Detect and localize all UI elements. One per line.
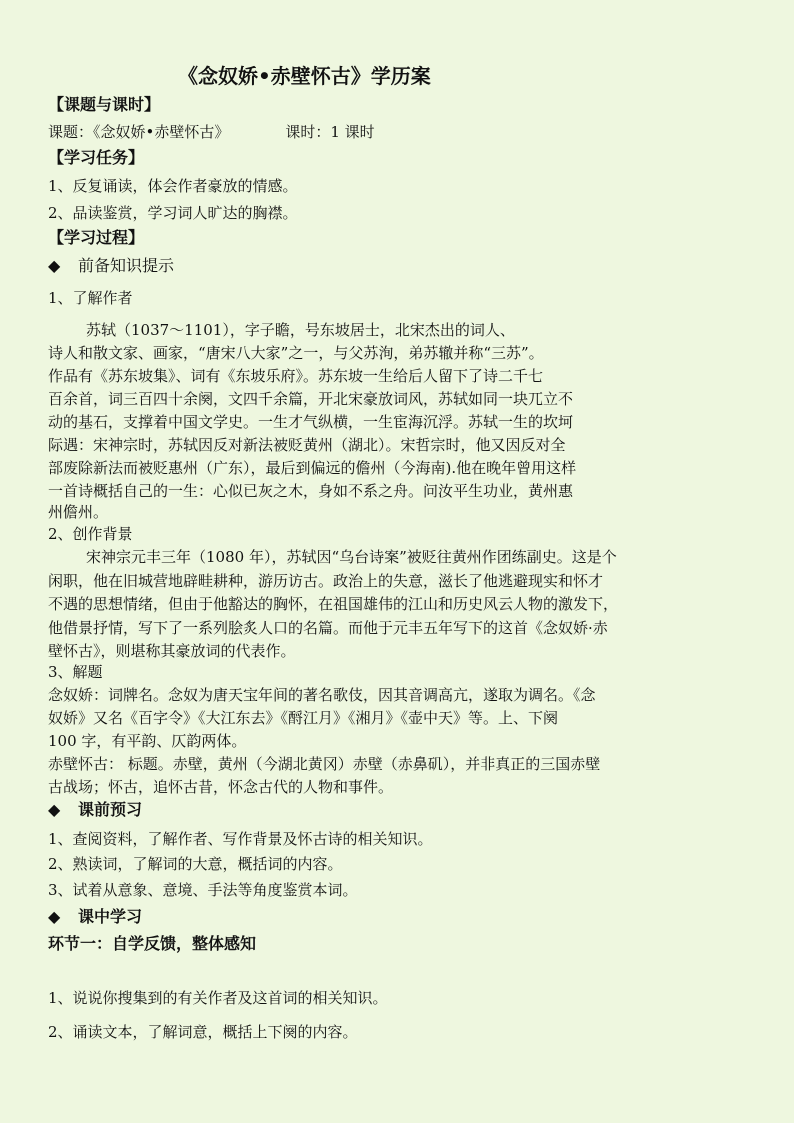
stage1-item: 1、说说你搜集到的有关作者及这首词的相关知识。 <box>48 989 388 1007</box>
task-item: 1、反复诵读，体会作者豪放的情感。 <box>48 177 298 195</box>
explain-line: 念奴娇：词牌名。念奴为唐天宝年间的著名歌伎，因其音调高亢，遂取为调名。《念 <box>48 686 596 704</box>
diamond-bullet-icon: ◆ <box>48 907 61 926</box>
author-line: 诗人和散文家、画家，“唐宋八大家”之一，与父苏洵，弟苏辙并称“三苏”。 <box>48 344 544 362</box>
explain-header: 3、解题 <box>48 663 103 681</box>
author-header: 1、了解作者 <box>48 289 133 307</box>
process-header: 【学习过程】 <box>48 228 145 247</box>
stage1-item: 2、诵读文本，了解词意，概括上下阕的内容。 <box>48 1023 358 1041</box>
author-line: 苏轼（1037～1101），字子瞻，号东坡居士，北宋杰出的词人、 <box>86 321 515 339</box>
page-title: 《念奴娇•赤壁怀古》学历案 <box>178 64 431 88</box>
preview-heading: ◆ 课前预习 <box>48 800 143 819</box>
preview-item: 1、查阅资料，了解作者、写作背景及怀古诗的相关知识。 <box>48 830 433 848</box>
prior-knowledge-heading: ◆ 前备知识提示 <box>48 256 175 275</box>
explain-line: 100 字，有平韵、仄韵两体。 <box>48 732 247 750</box>
background-line: 不遇的思想情绪，但由于他豁达的胸怀，在祖国雄伟的江山和历史风云人物的激发下， <box>48 595 619 613</box>
topic-label: 课题：《念奴娇•赤壁怀古》 <box>48 123 230 141</box>
author-line: 际遇：宋神宗时，苏轼因反对新法被贬黄州（湖北）。宋哲宗时，他又因反对全 <box>48 436 566 454</box>
period-label: 课时：1 课时 <box>285 123 375 141</box>
author-line: 动的基石，支撑着中国文学史。一生才气纵横，一生宦海沉浮。苏轼一生的坎坷 <box>48 413 574 431</box>
background-line: 闲职，他在旧城营地辟畦耕种，游历访古。政治上的失意，滋长了他逃避现实和怀才 <box>48 572 604 590</box>
background-header: 2、创作背景 <box>48 525 133 543</box>
task-item: 2、品读鉴赏，学习词人旷达的胸襟。 <box>48 204 298 222</box>
topic-line <box>48 122 375 142</box>
author-line: 一首诗概括自己的一生：心似已灰之木，身如不系之舟。问汝平生功业，黄州惠 <box>48 482 574 500</box>
preview-item: 2、熟读词，了解词的大意，概括词的内容。 <box>48 855 343 873</box>
task-header: 【学习任务】 <box>48 148 145 167</box>
explain-line: 古战场；怀古，追怀古昔，怀念古代的人物和事件。 <box>48 778 394 796</box>
stage1-header: 环节一：自学反馈，整体感知 <box>48 934 257 953</box>
explain-line: 奴娇》又名《百字令》《大江东去》《酹江月》《湘月》《壶中天》等。上、下阕 <box>48 709 559 727</box>
topic-header: 【课题与课时】 <box>48 95 161 114</box>
background-line: 宋神宗元丰三年（1080 年），苏轼因“乌台诗案”被贬往黄州作团练副史。这是个 <box>86 548 617 566</box>
background-line: 他借景抒情，写下了一系列脍炙人口的名篇。而他于元丰五年写下的这首《念奴娇·赤 <box>48 619 608 637</box>
author-line: 部废除新法而被贬惠州（广东），最后到偏远的儋州（今海南).他在晚年曾用这样 <box>48 459 577 477</box>
preview-item: 3、试着从意象、意境、手法等角度鉴赏本词。 <box>48 881 358 899</box>
class-heading: ◆ 课中学习 <box>48 907 143 926</box>
diamond-bullet-icon: ◆ <box>48 256 61 275</box>
author-line: 百余首，词三百四十余阕，文四千余篇，开北宋豪放词风，苏轼如同一块兀立不 <box>48 390 574 408</box>
diamond-bullet-icon: ◆ <box>48 800 61 819</box>
author-line: 作品有《苏东坡集》、词有《东坡乐府》。苏东坡一生给后人留下了诗二千七 <box>48 367 544 385</box>
author-line: 州儋州。 <box>48 503 109 521</box>
background-line: 壁怀古》，则堪称其豪放词的代表作。 <box>48 642 296 660</box>
explain-line: 赤壁怀古： 标题。赤壁，黄州（今湖北黄冈）赤壁（赤鼻矶），并非真正的三国赤壁 <box>48 755 601 773</box>
